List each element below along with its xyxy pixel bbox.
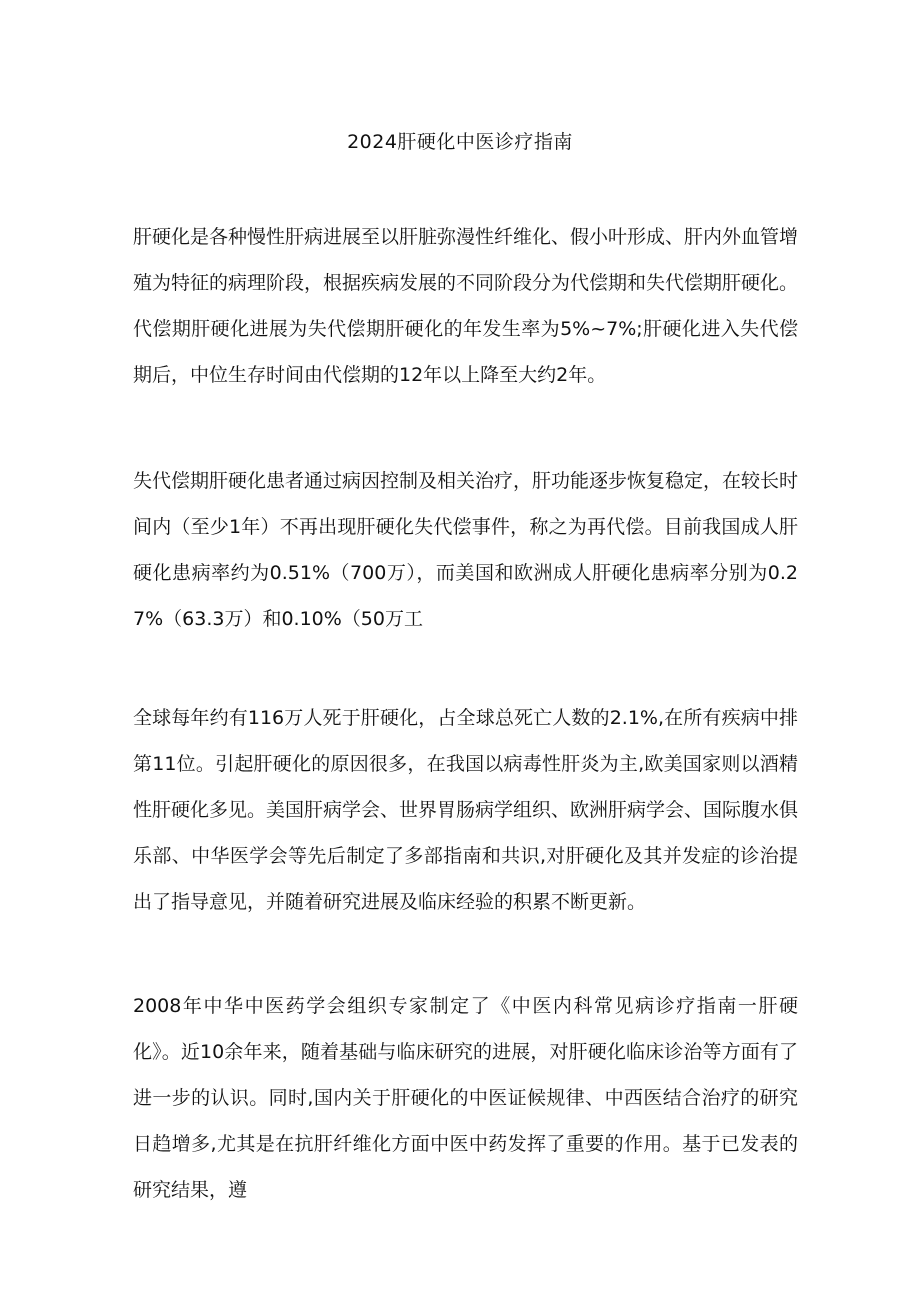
- document-title: 2024肝硬化中医诊疗指南: [347, 131, 573, 153]
- paragraph-1: 肝硬化是各种慢性肝病进展至以肝脏弥漫性纤维化、假小叶形成、肝内外血管增殖为特征的病理阶段，根据疾病发展的不同阶段分为代偿期和失代偿期肝硬化。代偿期肝硬化进展为失代偿期肝硬化的年发生率为5%~7%;肝硬化进入失代偿期后，中位生存时间由代偿期的12年以上降至大约2年。: [133, 226, 799, 386]
- paragraph-4: 2008年中华中医药学会组织专家制定了《中医内科常见病诊疗指南一肝硬化》。近10余年来，随着基础与临床研究的进展，对肝硬化临床诊治等方面有了进一步的认识。同时,国内关于肝硬化的中医证候规律、中西医结合治疗的研究日趋增多,尤其是在抗肝纤维化方面中医中药发挥了重要的作用。基于已发表的研究结果，遵: [133, 995, 798, 1201]
- paragraph-3: 全球每年约有116万人死于肝硬化，占全球总死亡人数的2.1%,在所有疾病中排第11位。引起肝硬化的原因很多，在我国以病毒性肝炎为主,欧美国家则以酒精性肝硬化多见。美国肝病学会、世界胃肠病学组织、欧洲肝病学会、国际腹水俱乐部、中华医学会等先后制定了多部指南和共识,对肝硬化及其并发症的诊治提出了指导意见，并随着研究进展及临床经验的积累不断更新。: [133, 707, 799, 913]
- paragraph-2: 失代偿期肝硬化患者通过病因控制及相关治疗，肝功能逐步恢复稳定，在较长时间内（至少1年）不再出现肝硬化失代偿事件，称之为再代偿。目前我国成人肝硬化患病率约为0.51%（700万），而美国和欧洲成人肝硬化患病率分别为0.27%（63.3万）和0.10%（50万工: [133, 470, 799, 630]
